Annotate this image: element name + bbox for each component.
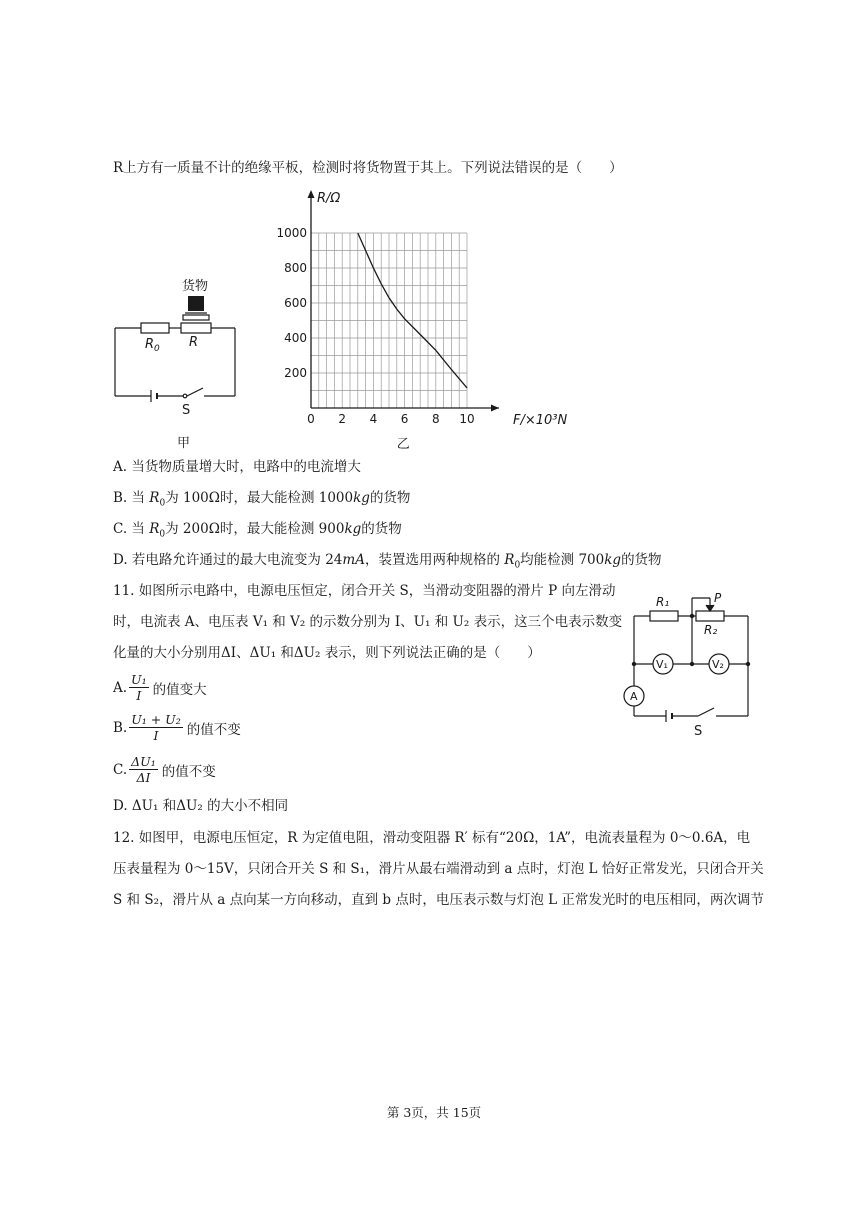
- q11-v1-label: V₁: [656, 658, 668, 671]
- q10-option-d-unit: mA: [342, 552, 365, 568]
- q11-option-c: [113, 754, 216, 785]
- q11-option-d: D. ΔU₁ 和ΔU₂ 的大小不相同: [113, 798, 289, 814]
- q10-option-b-unit: kg: [353, 490, 370, 506]
- q11-p-label: P: [714, 591, 722, 605]
- q12-line-2: 压表量程为 0～15V，只闭合开关 S 和 S₁，滑片从最右端滑动到 a 点时，灯泡 L 恰好正常发光，只闭合开关: [113, 861, 764, 877]
- q10-option-b-mid: 为 100Ω时，最大能检测 1000: [165, 490, 354, 506]
- q11-option-a: [113, 672, 207, 703]
- x-tick-label: 2: [338, 412, 347, 426]
- q11-option-b: [113, 712, 241, 743]
- q10-option-c: C. 当 $R_0$为 200Ω时，最大能检测 900kg的货物: [113, 521, 402, 540]
- q10-option-d: D. 若电路允许通过的最大电流变为 24mA，装置选用两种规格的 $R_0$均能检测 700kg的货物: [113, 552, 662, 571]
- chart-grid: [311, 233, 467, 408]
- q12-line-3: S 和 S₂，滑片从 a 点向某一方向移动，直到 b 点时，电压表示数与灯泡 L 正常发光时的电压相同，两次调节: [113, 892, 764, 908]
- q10-option-d-unit2: kg: [604, 552, 622, 568]
- q11-line-1: 11. 如图所示电路中，电源电压恒定，闭合开关 S，当滑动变阻器的滑片 P 向左滑动: [113, 583, 616, 599]
- q11-option-b-suffix: 的值不变: [186, 721, 241, 738]
- q10-option-b-r0: R: [149, 490, 160, 506]
- q11-line-3: 化量的大小分别用ΔI、ΔU₁ 和ΔU₂ 表示，则下列说法正确的是（ ）: [113, 645, 541, 661]
- q10-option-c-end: 的货物: [361, 521, 402, 537]
- x-tick-label: 10: [459, 412, 475, 426]
- q10-option-b-end: 的货物: [369, 490, 411, 506]
- q11-option-c-prefix: C.: [113, 761, 128, 778]
- q10-option-d-end: 的货物: [621, 552, 662, 568]
- q11-option-c-suffix: 的值不变: [161, 763, 216, 780]
- chart-ticks: [276, 226, 474, 426]
- q11-switch-label: S: [694, 724, 703, 739]
- figure-jia-caption: 甲: [177, 436, 191, 451]
- r-label: R: [189, 335, 199, 350]
- y-tick-label: 400: [284, 331, 307, 345]
- x-tick-label: 4: [369, 412, 378, 426]
- switch-label: S: [182, 403, 191, 418]
- y-tick-label: 800: [284, 261, 307, 275]
- figure-jia-circuit: [105, 272, 245, 452]
- figure-yi-chart: [276, 186, 580, 456]
- figure-yi-caption: 乙: [396, 437, 410, 452]
- x-tick-label: 8: [431, 412, 440, 426]
- r0-label: R: [145, 337, 155, 352]
- chart-axes: [308, 190, 500, 412]
- q11-option-a-fraction: $\frac{\text{U₁}}{I}$: [131, 672, 147, 703]
- q10-option-b: B. 当 $R_0$为 100Ω时，最大能检测 1000kg的货物: [113, 490, 411, 509]
- q11-r1-label: R₁: [656, 595, 670, 609]
- q11-ammeter-label: A: [630, 690, 638, 703]
- q11-option-c-fraction: $\frac{\text{ΔU₁}}{\Delta I}$: [131, 754, 156, 785]
- r0-subscript: 0: [154, 344, 160, 354]
- q10-intro-tail: R上方有一质量不计的绝缘平板，检测时将货物置于其上。下列说法错误的是（ ）: [113, 160, 623, 176]
- y-tick-label: 600: [284, 296, 307, 310]
- q10-option-a: A. 当货物质量增大时，电路中的电流增大: [113, 459, 361, 475]
- goods-label: 货物: [182, 279, 209, 294]
- y-tick-label: 1000: [276, 226, 307, 240]
- chart-x-axis-label: F/×10³N: [513, 413, 568, 428]
- q10-option-c-r0: R: [149, 521, 160, 537]
- q11-option-a-prefix: A.: [113, 679, 128, 696]
- q10-option-c-unit: kg: [344, 521, 362, 537]
- q11-option-b-fraction: $\frac{\text{U₁ + U₂}}{I}$: [131, 712, 181, 743]
- page-footer: 第 3页，共 15页: [386, 1105, 482, 1120]
- q11-v2-label: V₂: [712, 658, 724, 671]
- q10-option-b-prefix: B. 当: [113, 490, 150, 506]
- x-axis-arrow: [491, 405, 499, 412]
- q10-option-d-post: 均能检测 700: [520, 552, 605, 568]
- q10-option-c-prefix: C. 当: [113, 521, 150, 537]
- y-axis-arrow: [308, 190, 315, 198]
- q10-option-d-mid: ，装置选用两种规格的: [364, 552, 505, 568]
- svg-text:R0: [145, 337, 160, 354]
- q10-option-c-mid: 为 200Ω时，最大能检测 900: [165, 521, 345, 537]
- q12-line-1: 12. 如图甲，电源电压恒定，R 为定值电阻，滑动变阻器 R′ 标有“20Ω，1A”，电流表量程为 0～0.6A，电: [113, 830, 751, 846]
- q11-option-b-prefix: B.: [113, 719, 128, 736]
- x-tick-label: 0: [307, 412, 315, 426]
- chart-y-axis-label: R/Ω: [317, 191, 341, 206]
- q11-circuit: [620, 590, 760, 740]
- q11-option-a-suffix: 的值变大: [152, 681, 207, 698]
- q11-r2-label: R₂: [704, 623, 718, 637]
- q10-option-d-prefix: D. 若电路允许通过的最大电流变为 24: [113, 552, 343, 568]
- x-tick-label: 6: [400, 412, 409, 426]
- q11-line-2: 时，电流表 A、电压表 V₁ 和 V₂ 的示数分别为 I、U₁ 和 U₂ 表示，这三个电表示数变: [113, 614, 623, 630]
- q10-option-d-r0: R: [504, 552, 515, 568]
- y-tick-label: 200: [284, 366, 307, 380]
